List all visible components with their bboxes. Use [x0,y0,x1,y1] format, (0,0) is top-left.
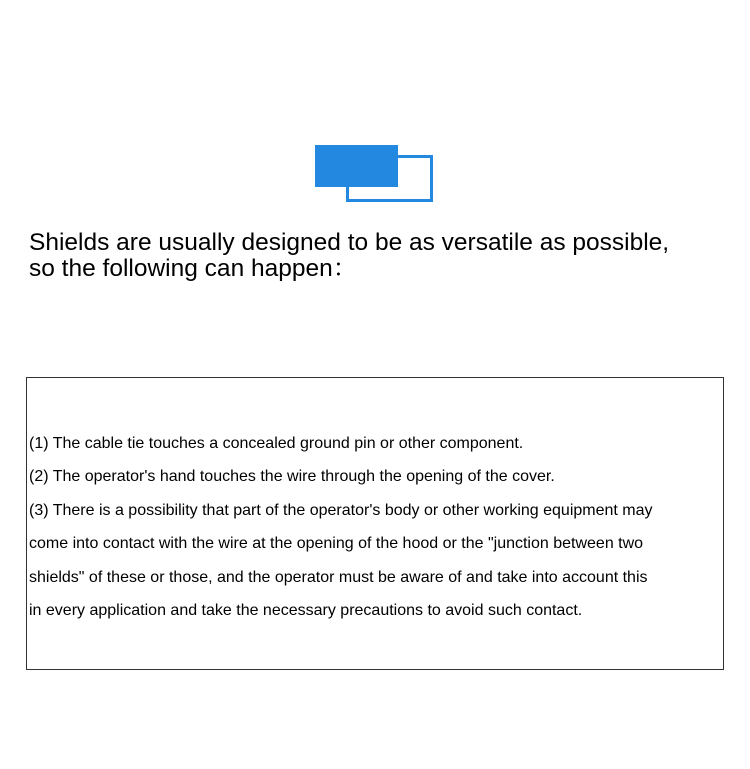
notice-text [29,427,723,627]
section-heading [29,230,739,282]
heading-line-1: Shields are usually designed to be as versatile as possible, [29,229,670,256]
notice-box [26,377,724,670]
notice-line: (2) The operator's hand touches the wire through the opening of the cover. [29,468,555,486]
heading-line-2: so the following can happen： [29,255,358,282]
section-icon [315,145,433,202]
icon-filled-square [315,145,398,187]
notice-line: in every application and take the necessary precautions to avoid such contact. [29,602,583,620]
notice-line: shields" of these or those, and the operator must be aware of and take into account this [29,568,648,586]
notice-line: (3) There is a possibility that part of the operator's body or other working equipment may [29,501,653,519]
notice-line: come into contact with the wire at the opening of the hood or the "junction between two [29,535,644,553]
notice-line: (1) The cable tie touches a concealed ground pin or other component. [29,435,524,452]
